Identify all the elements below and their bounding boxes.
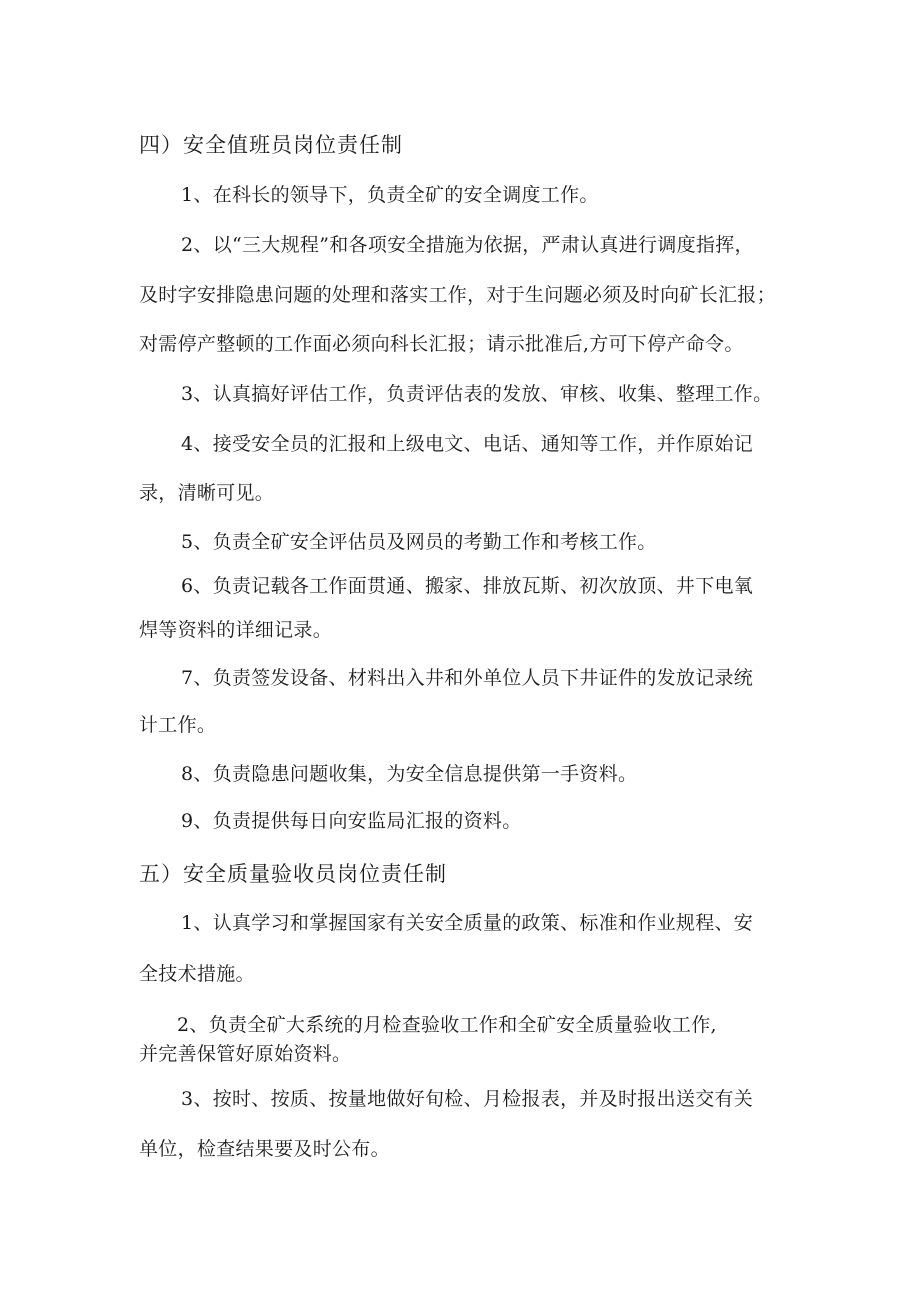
section-4-heading: 四）安全值班员岗位责任制	[139, 133, 403, 157]
section-4-item-4-line-1: 4、接受安全员的汇报和上级电文、电话、通知等工作，并作原始记	[181, 433, 754, 455]
section-4-item-8-line-1: 8、负责隐患问题收集，为安全信息提供第一手资料。	[181, 763, 638, 785]
section-5-item-3-line-2: 单位，检查结果要及时公布。	[139, 1138, 390, 1160]
section-4-item-6-line-1: 6、负责记载各工作面贯通、搬家、排放瓦斯、初次放顶、井下电氧	[181, 575, 754, 597]
section-4-item-9-line-1: 9、负责提供每日向安监局汇报的资料。	[181, 810, 522, 832]
section-4-item-2-line-1: 2、以“三大规程”和各项安全措施为依据，严肃认真进行调度指挥，	[181, 234, 754, 256]
section-4-item-2-line-3: 对需停产整顿的工作面必须向科长汇报；请示批准后,方可下停产命令。	[139, 333, 744, 355]
section-5-item-2-line-2: 并完善保管好原始资料。	[139, 1043, 352, 1065]
section-5-item-2-line-1: 2、负责全矿大系统的月检查验收工作和全矿安全质量验收工作,	[177, 1014, 717, 1036]
section-4-item-7-line-1: 7、负责签发设备、材料出入井和外单位人员下井证件的发放记录统	[181, 667, 754, 689]
section-5-item-1-line-2: 全技术措施。	[139, 963, 255, 985]
section-4-item-1-line-1: 1、在科长的领导下，负责全矿的安全调度工作。	[181, 184, 599, 206]
section-5-heading: 五）安全质量验收员岗位责任制	[139, 862, 447, 886]
section-5-item-1-line-1: 1、认真学习和掌握国家有关安全质量的政策、标准和作业规程、安	[181, 912, 754, 934]
section-4-item-3-line-1: 3、认真搞好评估工作，负责评估表的发放、审核、收集、整理工作。	[181, 383, 773, 405]
section-4-item-5-line-1: 5、负责全矿安全评估员及网员的考勤工作和考核工作。	[181, 531, 657, 553]
section-4-item-4-line-2: 录，清晰可见。	[139, 482, 275, 504]
section-4-item-7-line-2: 计工作。	[139, 714, 217, 736]
section-5-item-3-line-1: 3、按时、按质、按量地做好旬检、月检报表，并及时报出送交有关	[181, 1088, 754, 1110]
section-4-item-2-line-2: 及时字安排隐患问题的处理和落实工作，对于生问题必须及时向矿长汇报；	[139, 284, 776, 306]
section-4-item-6-line-2: 焊等资料的详细记录。	[139, 619, 333, 641]
